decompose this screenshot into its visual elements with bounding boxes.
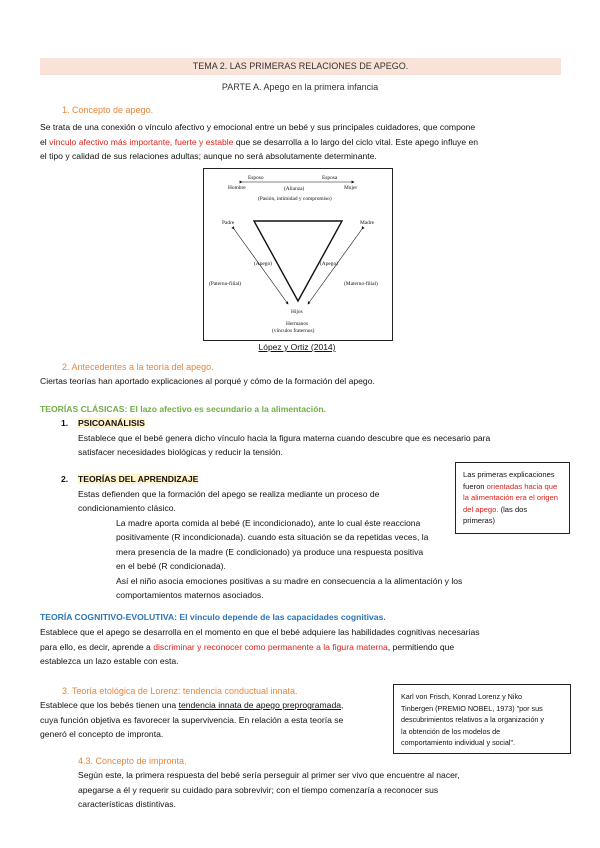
section-1-paragraph <box>40 120 570 164</box>
list-item-aprendizaje <box>40 472 460 487</box>
clasicas-list <box>40 416 570 460</box>
text-run: el <box>40 136 50 147</box>
section-3-line-2: cuya función objetiva es favorecer la supervivencia. En relación a esta teoría se <box>40 714 344 725</box>
list-item-psicoanalisis <box>40 416 570 431</box>
highlighted-phrase: discriminar y reconocer como permanente a la figura materna <box>153 641 388 652</box>
section-1-line-1: Se trata de una conexión o vínculo afectivo y emocional entre un bebé y sus principales cuidadores, que compone <box>40 122 476 132</box>
aprendizaje-line-4: positivamente (R incondicionada). cuando esta situación se da repetidas veces, la <box>116 532 429 542</box>
sidebox-line: descubrimientos relativos a la organización y <box>401 715 545 724</box>
section-1-line-3: el tipo y calidad de sus relaciones adultas; aunque no será absolutamente determinante. <box>40 151 377 161</box>
label-materno-filial: (Materno-filial) <box>344 281 378 287</box>
label-hombre: Hombre <box>228 185 246 191</box>
aprendizaje-line-8: comportamientos maternos asociados. <box>116 590 264 600</box>
highlighted-phrase: del apego. <box>463 504 499 514</box>
sidebox-line: la obtención de los modelos de <box>401 726 501 736</box>
label-apego-right: (Apego) <box>320 261 338 267</box>
section-1-heading: 1. Concepto de apego. <box>62 105 154 115</box>
text-run: Establece que los bebés tienen una <box>40 700 179 710</box>
highlighted-phrase: vínculo afectivo más importante, fuerte y estable <box>49 136 234 147</box>
document-subtitle: PARTE A. Apego en la primera infancia <box>221 82 379 92</box>
section-4-3-line-3: características distintivas. <box>78 799 176 809</box>
psicoanalisis-line-2: satisfacer necesidades biológicas y reducir la tensión. <box>78 447 283 457</box>
label-esposo: Esposo <box>248 175 264 181</box>
label-madre: Madre <box>360 220 375 226</box>
aprendizaje-line-5: mera presencia de la madre (E condicionado) ya produce una respuesta positiva <box>116 546 424 557</box>
cognitiva-paragraph <box>40 625 575 669</box>
list-title: PSICOANÁLISIS <box>78 418 145 428</box>
sidebox-line <box>463 504 562 516</box>
cognitiva-line-3: establezca un lazo estable con esta. <box>40 656 179 666</box>
label-hermanos: Hermanos <box>286 321 309 327</box>
section-4-3-paragraph <box>78 768 578 812</box>
underlined-phrase: tendencia innata de apego preprogramada <box>178 700 342 710</box>
list-title: TEORÍAS DEL APRENDIZAJE <box>78 474 199 484</box>
aprendizaje-block <box>40 472 463 603</box>
sidebox-line: Las primeras explicaciones <box>463 470 555 479</box>
aprendizaje-line-2: condicionamiento clásico. <box>78 503 176 513</box>
text-run: para ello, es decir, aprende a <box>40 641 154 652</box>
list-number: 2. <box>61 474 69 484</box>
sidebox-primeras-explicaciones <box>455 462 570 534</box>
sidebox-line <box>463 481 562 493</box>
section-4-3-heading: 4.3. Concepto de impronta. <box>78 756 187 766</box>
attachment-diagram <box>203 168 393 341</box>
aprendizaje-line-1: Estas defienden que la formación del apego se realiza mediante un proceso de <box>78 488 380 499</box>
heading-run: 3. Teoría etológica de Lorenz: <box>62 686 183 696</box>
aprendizaje-line-3: La madre aporta comida al bebé (E incondicionado), ante lo cual éste reacciona <box>116 517 421 528</box>
sidebox-line: primeras) <box>463 516 496 525</box>
document-title: TEMA 2. LAS PRIMERAS RELACIONES DE APEGO. <box>40 58 561 75</box>
label-alianza: (Alianza) <box>284 186 305 192</box>
text-run: , permitiendo que <box>387 641 455 652</box>
attachment-diagram-svg <box>204 169 392 340</box>
sidebox-line: Karl von Frisch, Konrad Lorenz y Niko <box>401 692 523 701</box>
cognitiva-heading: TEORÍA COGNITIVO-EVOLUTIVA: El vínculo depende de las capacidades cognitivas. <box>40 612 386 622</box>
section-1-line-2 <box>40 135 570 150</box>
sidebox-line: la alimentación era el origen <box>463 493 558 502</box>
label-hijos: Hijos <box>291 309 303 315</box>
section-4-3-line-1: Según este, la primera respuesta del bebé sería perseguir al primer ser vivo que encuentre al nacer, <box>78 770 460 780</box>
label-padre: Padre <box>222 220 235 226</box>
section-2-heading: 2. Antecedentes a la teoría del apego. <box>62 362 214 372</box>
sidebox-line: comportamiento individual y social". <box>401 738 516 747</box>
text-run: (las dos <box>498 504 528 514</box>
sidebox-line: Tinbergen (PREMIO NOBEL, 1973) "por sus <box>401 703 543 713</box>
label-paterno-filial: (Paterno-filial) <box>209 281 242 287</box>
sidebox-nobel <box>393 684 571 754</box>
heading-run: tendencia conductual innata. <box>182 686 298 696</box>
text-run: fueron <box>463 481 487 491</box>
label-pasion: (Pasión, intimidad y compromiso) <box>258 196 332 202</box>
text-run: que se desarrolla a lo largo del ciclo vital. Este apego influye en <box>233 136 479 147</box>
list-number: 1. <box>61 418 69 428</box>
section-3-line-1 <box>40 698 390 713</box>
section-4-3-line-2: apegarse a él y requerir su cuidado para sobrevivir; con el tiempo comenzaría a reconocer sus <box>78 784 439 795</box>
section-3-line-3: generó el concepto de impronta. <box>40 729 164 739</box>
label-apego-left: (Apego) <box>254 261 272 267</box>
aprendizaje-line-6: en el bebé (R condicionada). <box>116 561 226 571</box>
clasicas-heading: TEORÍAS CLÁSICAS: El lazo afectivo es secundario a la alimentación. <box>40 404 327 414</box>
psicoanalisis-line-1: Establece que el bebé genera dicho vínculo hacia la figura materna cuando descubre que es necesario para <box>78 432 491 443</box>
label-mujer: Mujer <box>344 185 358 191</box>
section-3-paragraph <box>40 698 390 742</box>
section-3-heading <box>62 686 298 696</box>
cognitiva-line-1: Establece que el apego se desarrolla en el momento en que el bebé adquiere las habilidades cognitivas necesarias <box>40 627 480 637</box>
diagram-caption: López y Ortiz (2014) <box>258 342 336 352</box>
aprendizaje-line-7: Así el niño asocia emociones positivas a su madre en consecuencia a la alimentación y los <box>116 575 463 586</box>
section-2-paragraph: Ciertas teorías han aportado explicaciones al porqué y cómo de la formación del apego. <box>40 376 375 386</box>
label-esposa: Esposa <box>322 175 338 181</box>
cognitiva-line-2 <box>40 640 575 655</box>
text-run: , <box>341 700 344 710</box>
highlighted-phrase: orientadas hacia que <box>486 481 558 491</box>
label-vinculos: (vínculos fraternos) <box>272 328 315 334</box>
